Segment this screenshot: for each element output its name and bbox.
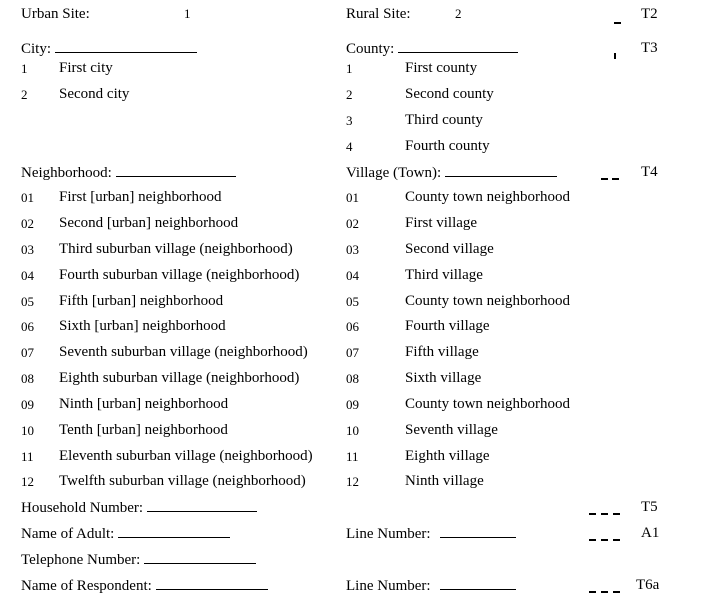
- village-option-name: County town neighborhood: [405, 189, 570, 205]
- household-number-input-line[interactable]: [147, 498, 257, 512]
- county-option-num: 4: [346, 139, 353, 154]
- village-option-num: 08: [346, 371, 359, 386]
- respondent-name-label: Name of Respondent:: [21, 578, 152, 594]
- neighborhood-option-name: Seventh suburban village (neighborhood): [59, 344, 308, 360]
- county-label: County:: [346, 41, 395, 57]
- neighborhood-option-name: Third suburban village (neighborhood): [59, 241, 293, 257]
- household-number-label: Household Number:: [21, 500, 144, 516]
- neighborhood-option-name: Twelfth suburban village (neighborhood): [59, 473, 306, 489]
- respondent-line-number-field[interactable]: [346, 576, 516, 595]
- code-entry-blank-t6a[interactable]: [601, 591, 608, 593]
- village-option-num: 04: [346, 268, 359, 283]
- neighborhood-option-name: Second [urban] neighborhood: [59, 215, 239, 231]
- code-t5: T5: [641, 499, 658, 515]
- code-entry-blank-t6a[interactable]: [613, 591, 620, 593]
- village-option-num: 11: [346, 449, 359, 464]
- village-option-num: 03: [346, 242, 359, 257]
- neighborhood-option-name: Tenth [urban] neighborhood: [59, 422, 228, 438]
- village-option-name: Fourth village: [405, 318, 490, 334]
- county-option-num: 3: [346, 113, 353, 128]
- urban-site-label: Urban Site:: [21, 6, 90, 22]
- county-option-num: 2: [346, 87, 353, 102]
- neighborhood-option-num: 11: [21, 449, 34, 464]
- code-entry-blank-a1[interactable]: [601, 539, 608, 541]
- neighborhood-option-num: 09: [21, 397, 34, 412]
- neighborhood-option-name: Fifth [urban] neighborhood: [59, 293, 224, 309]
- neighborhood-option-num: 12: [21, 474, 34, 489]
- code-t2: T2: [641, 6, 658, 22]
- code-t6a: T6a: [636, 577, 660, 593]
- village-option-name: County town neighborhood: [405, 396, 570, 412]
- neighborhood-option-num: 04: [21, 268, 34, 283]
- neighborhood-option-num: 06: [21, 319, 34, 334]
- neighborhood-option-name: Ninth [urban] neighborhood: [59, 396, 229, 412]
- neighborhood-option-name: First [urban] neighborhood: [59, 189, 222, 205]
- code-entry-blank-t4[interactable]: [612, 178, 619, 180]
- neighborhood-option-num: 07: [21, 345, 34, 360]
- city-option-num: 2: [21, 87, 28, 102]
- adult-name-field[interactable]: [21, 524, 230, 543]
- rural-site-value: 2: [455, 6, 462, 21]
- neighborhood-option-num: 01: [21, 190, 34, 205]
- village-option-num: 12: [346, 474, 359, 489]
- neighborhood-option-num: 03: [21, 242, 34, 257]
- county-option-name: First county: [405, 60, 478, 76]
- adult-line-number-input-line[interactable]: [440, 524, 516, 538]
- code-entry-blank-t2[interactable]: [614, 22, 621, 24]
- respondent-line-number-input-line[interactable]: [440, 576, 516, 590]
- neighborhood-option-name: Eleventh suburban village (neighborhood): [59, 448, 313, 464]
- respondent-name-input-line[interactable]: [156, 576, 268, 590]
- village-option-name: Fifth village: [405, 344, 479, 360]
- urban-site-value: 1: [184, 6, 191, 21]
- county-option-name: Fourth county: [405, 138, 490, 154]
- code-entry-blank-t3[interactable]: [614, 53, 616, 59]
- code-entry-blank-t5[interactable]: [601, 513, 608, 515]
- city-label: City:: [21, 41, 52, 57]
- village-option-name: Seventh village: [405, 422, 498, 438]
- county-input-line[interactable]: [398, 39, 518, 53]
- neighborhood-option-name: Sixth [urban] neighborhood: [59, 318, 226, 334]
- code-entry-blank-t5[interactable]: [613, 513, 620, 515]
- village-label: Village (Town):: [346, 165, 442, 181]
- respondent-name-field[interactable]: [21, 576, 268, 595]
- neighborhood-field[interactable]: [21, 163, 236, 182]
- code-entry-blank-t5[interactable]: [589, 513, 596, 515]
- neighborhood-label: Neighborhood:: [21, 165, 112, 181]
- city-option-num: 1: [21, 61, 28, 76]
- telephone-number-label: Telephone Number:: [21, 552, 141, 568]
- county-field[interactable]: [346, 39, 518, 58]
- adult-line-number-field[interactable]: [346, 524, 516, 543]
- adult-line-number-label: Line Number:: [346, 526, 431, 542]
- village-option-name: Ninth village: [405, 473, 484, 489]
- respondent-line-number-label: Line Number:: [346, 578, 431, 594]
- village-option-name: First village: [405, 215, 478, 231]
- adult-name-label: Name of Adult:: [21, 526, 115, 542]
- code-entry-blank-a1[interactable]: [589, 539, 596, 541]
- village-option-num: 05: [346, 294, 359, 309]
- city-option-name: First city: [59, 60, 113, 76]
- village-option-num: 06: [346, 319, 359, 334]
- village-option-name: County town neighborhood: [405, 293, 570, 309]
- code-entry-blank-t4[interactable]: [601, 178, 608, 180]
- code-t3: T3: [641, 40, 658, 56]
- county-option-num: 1: [346, 61, 353, 76]
- city-input-line[interactable]: [55, 39, 197, 53]
- adult-name-input-line[interactable]: [118, 524, 230, 538]
- village-option-name: Third village: [405, 267, 483, 283]
- rural-site-label: Rural Site:: [346, 6, 411, 22]
- village-option-num: 09: [346, 397, 359, 412]
- household-number-field[interactable]: [21, 498, 257, 517]
- village-option-name: Eighth village: [405, 448, 490, 464]
- neighborhood-option-num: 05: [21, 294, 34, 309]
- village-field[interactable]: [346, 163, 557, 182]
- village-input-line[interactable]: [445, 163, 557, 177]
- county-option-name: Third county: [405, 112, 483, 128]
- code-entry-blank-a1[interactable]: [613, 539, 620, 541]
- city-option-name: Second city: [59, 86, 130, 102]
- neighborhood-input-line[interactable]: [116, 163, 236, 177]
- neighborhood-option-name: Fourth suburban village (neighborhood): [59, 267, 300, 283]
- village-option-name: Sixth village: [405, 370, 482, 386]
- village-option-num: 07: [346, 345, 359, 360]
- neighborhood-option-num: 08: [21, 371, 34, 386]
- village-option-num: 10: [346, 423, 359, 438]
- code-t4: T4: [641, 164, 658, 180]
- neighborhood-option-num: 10: [21, 423, 34, 438]
- telephone-number-input-line[interactable]: [144, 550, 256, 564]
- neighborhood-option-name: Eighth suburban village (neighborhood): [59, 370, 300, 386]
- county-option-name: Second county: [405, 86, 494, 102]
- village-option-name: Second village: [405, 241, 494, 257]
- code-a1: A1: [641, 525, 660, 541]
- neighborhood-option-num: 02: [21, 216, 34, 231]
- city-field[interactable]: [21, 39, 197, 58]
- village-option-num: 02: [346, 216, 359, 231]
- village-option-num: 01: [346, 190, 359, 205]
- code-entry-blank-t6a[interactable]: [589, 591, 596, 593]
- telephone-number-field[interactable]: [21, 550, 256, 569]
